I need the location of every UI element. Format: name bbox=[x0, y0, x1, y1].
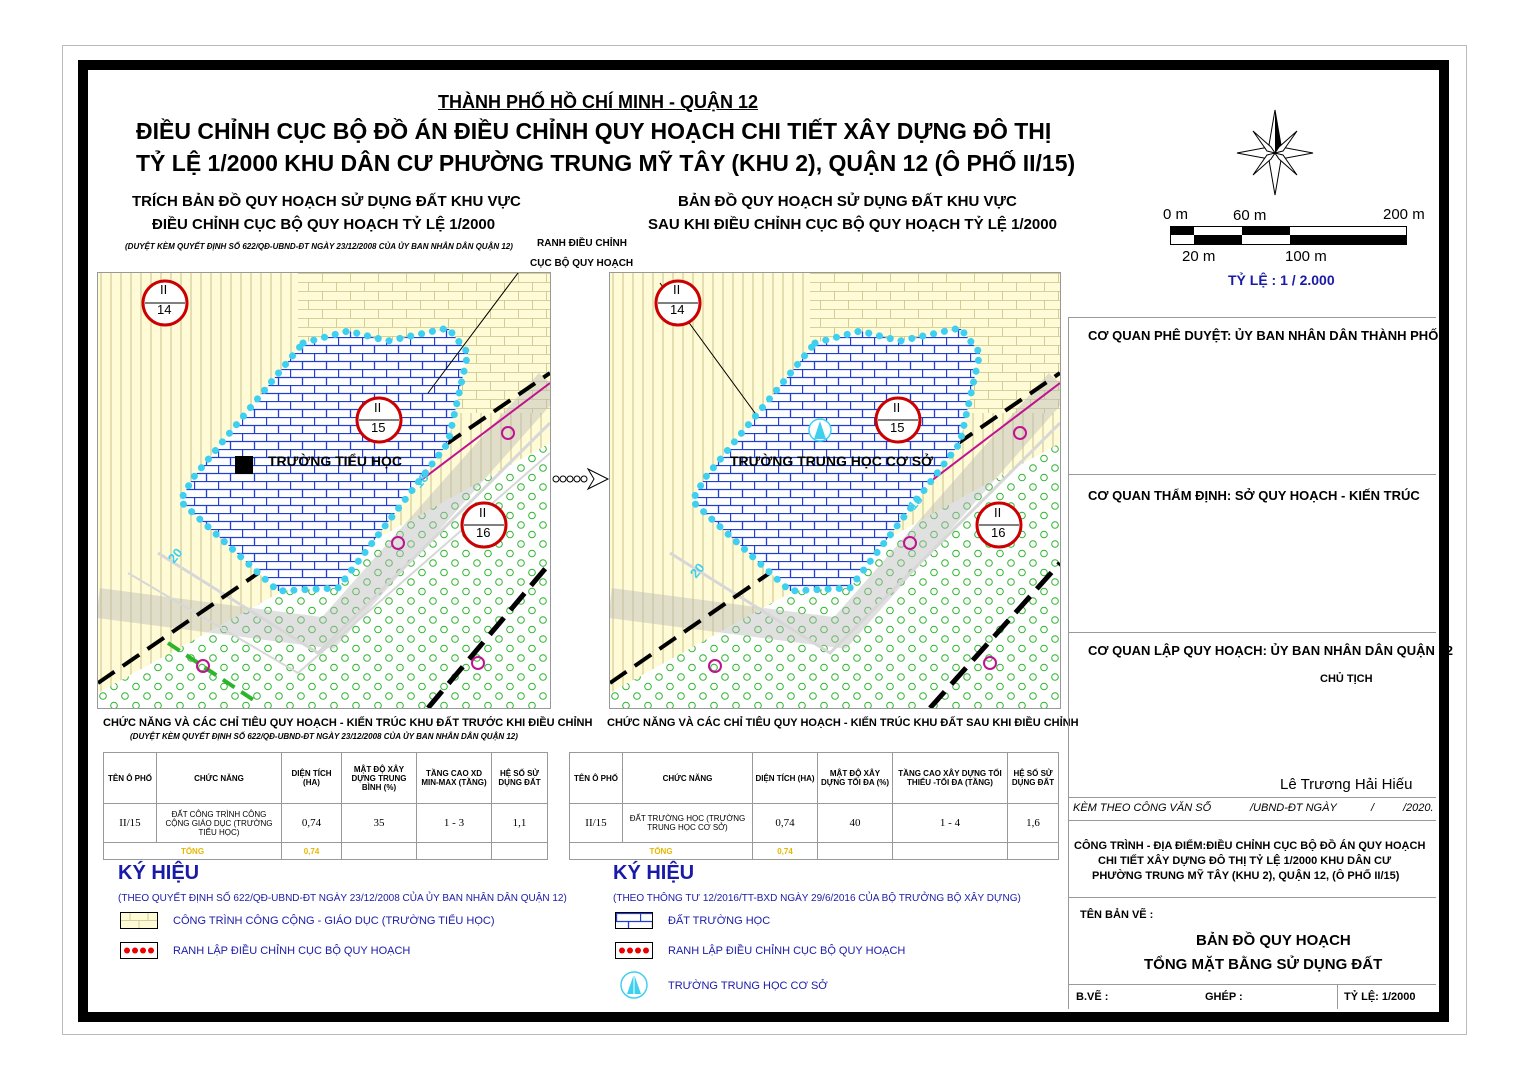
callout-label-1: RANH ĐIỀU CHỈNH bbox=[537, 238, 627, 249]
table-before-title: CHỨC NĂNG VÀ CÁC CHỈ TIÊU QUY HOẠCH - KIẾN TRÚC KHU ĐẤT TRƯỚC KHI ĐIỀU CHỈNH bbox=[103, 717, 593, 729]
legend-right-item3: TRƯỜNG TRUNG HỌC CƠ SỞ bbox=[668, 980, 828, 992]
td: 0,74 bbox=[753, 804, 818, 843]
legend-left-item1: CÔNG TRÌNH CÔNG CỘNG - GIÁO DỤC (TRƯỜNG TIỂU HỌC) bbox=[173, 915, 495, 927]
scale-tick-100: 100 m bbox=[1285, 248, 1327, 265]
table-before-note: (DUYỆT KÈM QUYẾT ĐỊNH SỐ 622/QĐ-UBND-ĐT NGÀY 23/12/2008 CỦA ỦY BAN NHÂN DÂN QUẬN 12) bbox=[130, 732, 518, 741]
total-value: 0,74 bbox=[282, 843, 342, 860]
block-16-right-bot: 16 bbox=[991, 525, 1006, 540]
label-secondary-school: TRƯỜNG TRUNG HỌC CƠ SỞ bbox=[730, 453, 933, 469]
scale-bar bbox=[1170, 226, 1410, 248]
doc-prefix: KÈM THEO CÔNG VĂN SỐ bbox=[1073, 802, 1212, 814]
legend-right-title: KÝ HIỆU bbox=[613, 862, 695, 884]
left-map-title-1: TRÍCH BẢN ĐỒ QUY HOẠCH SỬ DỤNG ĐẤT KHU VỰC bbox=[132, 193, 521, 210]
planning-agency: CƠ QUAN LẬP QUY HOẠCH: ỦY BAN NHÂN DÂN QUẬN 12 bbox=[1088, 643, 1454, 658]
scale-tick-20: 20 m bbox=[1182, 248, 1216, 265]
scale-ratio: TỶ LỆ : 1 / 2.000 bbox=[1228, 272, 1335, 288]
block-15-left-bot: 15 bbox=[371, 420, 386, 435]
joined-label: GHÉP : bbox=[1205, 991, 1243, 1003]
map-before bbox=[97, 272, 551, 709]
left-map-title-2: ĐIỀU CHỈNH CỤC BỘ QUY HOẠCH TỶ LỆ 1/2000 bbox=[152, 216, 496, 233]
block-15-left-top: II bbox=[374, 400, 382, 415]
scale-tick-0: 0 m bbox=[1163, 206, 1189, 223]
table-after-title: CHỨC NĂNG VÀ CÁC CHỈ TIÊU QUY HOẠCH - KIẾN TRÚC KHU ĐẤT SAU KHI ĐIỀU CHỈNH bbox=[607, 717, 1079, 729]
drawing-name-2: TỔNG MẶT BẰNG SỬ DỤNG ĐẤT bbox=[1144, 956, 1383, 973]
scale-tick-200: 200 m bbox=[1383, 206, 1425, 223]
callout-label-2: CỤC BỘ QUY HOẠCH bbox=[530, 258, 634, 269]
td: ĐẤT CÔNG TRÌNH CÔNG CỘNG GIÁO DỤC (TRƯỜNG TIỂU HỌC) bbox=[157, 804, 282, 843]
road-label-20: 20 bbox=[164, 545, 186, 566]
label-primary-school: TRƯỜNG TIỂU HỌC bbox=[268, 453, 402, 469]
panel-line bbox=[1068, 317, 1436, 318]
table-before bbox=[103, 752, 548, 860]
chairman-title: CHỦ TỊCH bbox=[1320, 673, 1373, 685]
legend-swatch-boundary-left bbox=[120, 942, 158, 959]
th: MẬT ĐỘ XÂY DỰNG TRUNG BÌNH (%) bbox=[342, 753, 417, 804]
td: ĐẤT TRƯỜNG HỌC (TRƯỜNG TRUNG HỌC CƠ SỞ) bbox=[623, 804, 753, 843]
panel-line bbox=[1068, 474, 1436, 475]
block-16-right-top: II bbox=[994, 505, 1002, 520]
legend-left-title: KÝ HIỆU bbox=[118, 862, 200, 884]
title-panel-border bbox=[1068, 317, 1069, 1009]
td: II/15 bbox=[570, 804, 623, 843]
signer-name: Lê Trương Hải Hiếu bbox=[1280, 776, 1413, 793]
th: HỆ SỐ SỬ DỤNG ĐẤT bbox=[492, 753, 548, 804]
panel-line bbox=[1068, 797, 1436, 798]
title-line-2: TỶ LỆ 1/2000 KHU DÂN CƯ PHƯỜNG TRUNG MỸ TÂY (KHU 2), QUẬN 12 (Ô PHỐ II/15) bbox=[136, 150, 1076, 176]
map-after bbox=[609, 272, 1061, 709]
block-15-right-bot: 15 bbox=[890, 420, 905, 435]
project-line-3: PHƯỜNG TRUNG MỸ TÂY (KHU 2), QUẬN 12, (Ô PHỐ II/15) bbox=[1092, 870, 1400, 882]
th: CHỨC NĂNG bbox=[623, 753, 753, 804]
legend-left-item2: RANH LẬP ĐIỀU CHỈNH CỤC BỘ QUY HOẠCH bbox=[173, 945, 411, 957]
road-label-18: 18 bbox=[410, 470, 432, 491]
th: TÊN Ô PHỐ bbox=[570, 753, 623, 804]
appraise-agency: CƠ QUAN THẨM ĐỊNH: SỞ QUY HOẠCH - KIẾN TRÚC bbox=[1088, 488, 1420, 503]
panel-divider bbox=[1337, 984, 1338, 1009]
block-14-left-top: II bbox=[160, 282, 168, 297]
scale-tick-60: 60 m bbox=[1233, 207, 1267, 224]
legend-right-item1: ĐẤT TRƯỜNG HỌC bbox=[668, 915, 771, 927]
road-label-20-right: 20 bbox=[686, 560, 708, 581]
legend-swatch-public bbox=[120, 912, 158, 929]
block-16-left-bot: 16 bbox=[476, 525, 491, 540]
drawn-by-label: B.VẼ : bbox=[1076, 991, 1109, 1003]
legend-swatch-boundary-right bbox=[615, 942, 653, 959]
total-label: TỔNG bbox=[570, 843, 753, 860]
legend-swatch-school-land bbox=[615, 912, 653, 929]
td: 1 - 4 bbox=[893, 804, 1008, 843]
doc-slash: / bbox=[1371, 802, 1375, 814]
left-map-note: (DUYỆT KÈM QUYẾT ĐỊNH SỐ 622/QĐ-UBND-ĐT NGÀY 23/12/2008 CỦA ỦY BAN NHÂN DÂN QUẬN 12) bbox=[125, 242, 513, 251]
city-heading: THÀNH PHỐ HỒ CHÍ MINH - QUẬN 12 bbox=[438, 92, 759, 112]
th: CHỨC NĂNG bbox=[157, 753, 282, 804]
table-after bbox=[569, 752, 1059, 860]
panel-line bbox=[1068, 984, 1436, 985]
td: 1,1 bbox=[492, 804, 548, 843]
th: DIỆN TÍCH (HA) bbox=[282, 753, 342, 804]
th: DIỆN TÍCH (HA) bbox=[753, 753, 818, 804]
th: TÊN Ô PHỐ bbox=[104, 753, 157, 804]
panel-line bbox=[1068, 632, 1436, 633]
approve-agency: CƠ QUAN PHÊ DUYỆT: ỦY BAN NHÂN DÂN THÀNH PHỐ bbox=[1088, 328, 1439, 343]
td: 1 - 3 bbox=[417, 804, 492, 843]
doc-mid: /UBND-ĐT NGÀY bbox=[1250, 802, 1337, 814]
block-14-right-top: II bbox=[673, 282, 681, 297]
title-line-1: ĐIỀU CHỈNH CỤC BỘ ĐỒ ÁN ĐIỀU CHỈNH QUY HOẠCH CHI TIẾT XÂY DỰNG ĐÔ THỊ bbox=[136, 118, 1052, 144]
right-map-title-2: SAU KHI ĐIỀU CHỈNH CỤC BỘ QUY HOẠCH TỶ LỆ 1/2000 bbox=[648, 216, 1057, 233]
north-arrow-icon bbox=[1235, 105, 1315, 200]
legend-left-source: (THEO QUYẾT ĐỊNH SỐ 622/QĐ-UBND-ĐT NGÀY 23/12/2008 CỦA ỦY BAN NHÂN DÂN QUẬN 12) bbox=[118, 893, 567, 904]
road-label-18-right: 18 bbox=[904, 492, 926, 513]
drawing-name-1: BẢN ĐỒ QUY HOẠCH bbox=[1196, 932, 1351, 949]
td: II/15 bbox=[104, 804, 157, 843]
td: 1,6 bbox=[1008, 804, 1059, 843]
legend-right-item2: RANH LẬP ĐIỀU CHỈNH CỤC BỘ QUY HOẠCH bbox=[668, 945, 906, 957]
block-15-right-top: II bbox=[893, 400, 901, 415]
scale-label: TỶ LỆ: 1/2000 bbox=[1344, 991, 1416, 1003]
th: MẬT ĐỘ XÂY DỰNG TỐI ĐA (%) bbox=[818, 753, 893, 804]
doc-year: /2020. bbox=[1403, 802, 1434, 814]
td: 0,74 bbox=[282, 804, 342, 843]
th: HỆ SỐ SỬ DỤNG ĐẤT bbox=[1008, 753, 1059, 804]
panel-line bbox=[1068, 897, 1436, 898]
td: 35 bbox=[342, 804, 417, 843]
block-14-left-bot: 14 bbox=[157, 302, 172, 317]
block-16-left-top: II bbox=[479, 505, 487, 520]
legend-right-source: (THEO THÔNG TƯ 12/2016/TT-BXD NGÀY 29/6/2016 CỦA BỘ TRƯỞNG BỘ XÂY DỰNG) bbox=[613, 893, 1021, 904]
td: 40 bbox=[818, 804, 893, 843]
total-value: 0,74 bbox=[753, 843, 818, 860]
project-line-1: CÔNG TRÌNH - ĐỊA ĐIỂM:ĐIỀU CHỈNH CỤC BỘ ĐỒ ÁN QUY HOẠCH bbox=[1074, 840, 1426, 852]
drawing-name-label: TÊN BẢN VẼ : bbox=[1080, 909, 1154, 921]
right-map-title-1: BẢN ĐỒ QUY HOẠCH SỬ DỤNG ĐẤT KHU VỰC bbox=[678, 193, 1017, 210]
total-label: TỔNG bbox=[104, 843, 282, 860]
th: TẦNG CAO XÂY DỰNG TỐI THIỂU -TỐI ĐA (TẦNG) bbox=[893, 753, 1008, 804]
panel-line bbox=[1068, 820, 1436, 821]
project-line-2: CHI TIẾT XÂY DỰNG ĐÔ THỊ TỶ LỆ 1/2000 KHU DÂN CƯ bbox=[1098, 855, 1392, 867]
arrow-between-maps bbox=[552, 467, 610, 491]
th: TẦNG CAO XD MIN-MAX (TẦNG) bbox=[417, 753, 492, 804]
secondary-school-icon bbox=[619, 970, 649, 1000]
block-14-right-bot: 14 bbox=[670, 302, 685, 317]
